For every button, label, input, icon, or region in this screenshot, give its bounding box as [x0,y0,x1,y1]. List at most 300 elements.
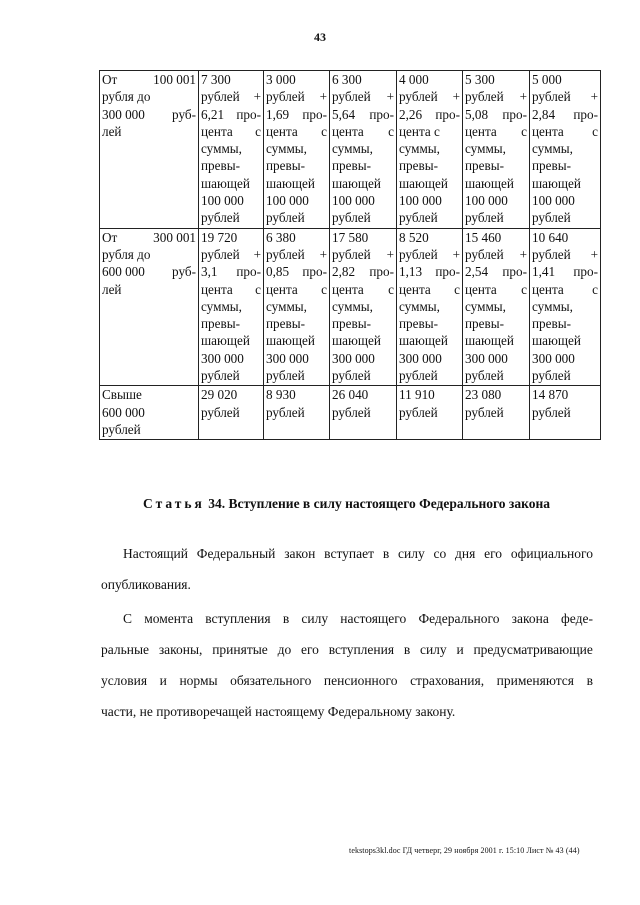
cell-text: 300 000 [201,350,244,366]
cell-line [332,404,394,421]
cell-text: + [519,246,527,262]
cell-line [465,209,527,226]
cell-text: суммы, [201,141,242,157]
cell-text: рублей [465,368,504,384]
cell-text: с [521,281,527,297]
cell-line [201,192,261,209]
word: его [484,546,503,561]
cell-text: рублей [399,404,438,420]
cell-text: 6 300 [332,72,362,87]
cell-text: цента [332,123,364,139]
cell-line [102,123,196,140]
cell-line [201,281,261,298]
cell-line [532,404,598,421]
table-row [100,71,601,229]
paragraph-applicable-laws [101,603,593,727]
contribution-rates-table [99,70,601,440]
paragraph-line: части, не противоречащей настоящему Федеральному закону. [101,704,456,719]
cell-line [266,298,327,315]
cell-text: суммы, [465,141,506,157]
word: вступления [205,611,271,626]
cell-text: + [590,246,598,262]
cell-line [201,263,261,280]
cell-line [399,192,460,209]
cell-line [266,404,327,421]
word: и [456,642,464,657]
cell-text: Свыше [102,387,142,403]
cell-line [102,71,196,88]
cell-text: рублей [201,210,240,226]
cell-line [201,367,261,384]
word: со [433,546,447,561]
word: феде- [561,611,593,626]
cell-text: цента [532,281,564,297]
cell-line [399,298,460,315]
cell-text: + [386,89,394,105]
cell-line [532,332,598,349]
table-row [100,228,601,386]
cell-text: рублей [465,246,504,262]
page-number: 43 [314,30,326,44]
cell-text: превы- [532,316,571,332]
cell-line [332,123,394,140]
cell-text: шающей [332,333,381,349]
cell-text: 23 080 [465,387,502,403]
word: закон [284,546,316,561]
cell-text: 26 040 [332,387,369,403]
cell-text: + [253,89,261,105]
cell-line [399,106,460,123]
cell-text: рублей [532,89,571,105]
rates-table-body [100,71,601,440]
cell-text: 100 000 [399,193,442,209]
cell-text: про- [369,106,394,122]
cell-text: рублей [332,210,371,226]
cell-text: рублей [201,246,240,262]
cell-line [399,386,460,403]
cell-text: суммы, [266,141,307,157]
cell-text: про- [435,264,460,280]
cell-text: 600 000 [102,404,145,420]
cell-text: 300 000 [102,106,145,122]
cell-text: рублей [465,404,504,420]
cell-line [266,123,327,140]
cell-line [266,332,327,349]
cell-text: про- [302,106,327,122]
cell-line [465,71,527,88]
rate-cell [463,228,530,386]
cell-text: рубля до [102,246,151,262]
cell-line [399,88,460,105]
cell-text: превы- [399,316,438,332]
cell-text: рублей [399,368,438,384]
word: страхования, [410,673,485,688]
rate-cell [199,228,264,386]
cell-text: превы- [332,316,371,332]
cell-text: 17 580 [332,229,369,245]
cell-line [201,246,261,263]
cell-line [532,157,598,174]
cell-line [465,298,527,315]
cell-text: про- [573,264,598,280]
word: в [586,673,593,688]
cell-text: шающей [465,333,514,349]
cell-line [266,157,327,174]
cell-text: 6 380 [266,229,296,245]
word: в [382,546,390,561]
word: в [403,642,411,657]
cell-text: шающей [266,175,315,191]
paragraph-line [101,538,593,569]
cell-text: + [452,246,460,262]
cell-line [266,106,327,123]
cell-text: рублей [532,404,571,420]
word: и [159,673,167,688]
cell-text: про- [502,264,527,280]
word: законы, [158,642,203,657]
cell-line [201,106,261,123]
cell-line [201,298,261,315]
cell-text: рублей [332,404,371,420]
cell-line [399,315,460,332]
cell-line [332,88,394,105]
word: Федеральный [196,546,276,561]
cell-text: суммы, [532,141,573,157]
cell-text: 19 720 [201,229,238,245]
cell-line [532,175,598,192]
cell-text: 2,26 [399,106,423,122]
cell-text: 8 930 [266,387,296,403]
cell-text: 100 000 [532,193,575,209]
word: силу [419,642,447,657]
rate-cell [264,228,330,386]
cell-text: суммы, [332,141,373,157]
cell-line [201,88,261,105]
cell-text: 1,41 [532,264,556,280]
cell-line [399,350,460,367]
cell-text: 300 000 [266,350,309,366]
cell-text: про- [573,106,598,122]
cell-line [332,157,394,174]
word: Федерального [418,611,500,626]
cell-line [266,246,327,263]
cell-line [332,350,394,367]
income-range-cell [100,386,199,440]
cell-text: суммы, [465,298,506,314]
cell-text: рублей [399,210,438,226]
cell-text: с [255,281,261,297]
word: С [123,611,133,626]
cell-line [201,140,261,157]
cell-text: 10 640 [532,229,569,245]
article-number: 34. [208,496,226,511]
cell-text: 2,82 [332,264,356,280]
cell-text: 11 910 [399,387,435,403]
cell-text: 100 000 [332,193,375,209]
cell-line [201,404,261,421]
cell-line [266,192,327,209]
rate-cell [530,228,601,386]
article-word: Статья [143,496,205,511]
cell-text: цента [465,281,497,297]
cell-text: цента [201,281,233,297]
cell-line [266,175,327,192]
cell-text: шающей [399,175,448,191]
cell-text: 300 000 [399,350,442,366]
cell-line [465,157,527,174]
cell-text: + [253,246,261,262]
cell-text: шающей [332,175,381,191]
cell-text: цента [266,123,298,139]
cell-line [465,246,527,263]
rate-cell [330,228,397,386]
cell-line [399,209,460,226]
cell-text: 15 460 [465,229,502,245]
cell-line [201,332,261,349]
cell-text: рублей [532,210,571,226]
cell-line [399,404,460,421]
rate-cell [330,386,397,440]
cell-text: 5 300 [465,72,495,87]
cell-line [532,263,598,280]
paragraph-line [101,634,593,665]
cell-text: рублей [332,246,371,262]
cell-line [399,229,460,246]
cell-text: 3,1 [201,264,218,280]
rate-cell [530,71,601,229]
cell-line [399,71,460,88]
cell-line [266,281,327,298]
cell-line [399,281,460,298]
cell-text: 29 020 [201,387,238,403]
word: вступает [324,546,375,561]
cell-text: 7 300 [201,72,231,87]
income-range-cell [100,71,199,229]
cell-text: суммы, [399,141,440,157]
document-footer: tekstops3kl.doc ГД четверг, 29 ноября 2001 г. 15:10 Лист № 43 (44) [349,846,580,855]
cell-text: рублей [532,368,571,384]
cell-text: 100 000 [465,193,508,209]
rate-cell [330,71,397,229]
cell-text: про- [435,106,460,122]
cell-line [465,281,527,298]
cell-text: суммы, [266,298,307,314]
article-heading [143,496,550,512]
cell-line [399,123,460,140]
cell-text: с [255,123,261,139]
cell-line [465,386,527,403]
cell-text: лей [102,281,122,297]
cell-line [532,123,598,140]
cell-text: превы- [201,158,240,174]
cell-line [465,332,527,349]
cell-text: шающей [201,175,250,191]
cell-text: шающей [399,333,448,349]
cell-line [332,332,394,349]
cell-text: 5 000 [532,72,562,87]
cell-text: цента [332,281,364,297]
cell-text: про- [302,264,327,280]
rate-cell [463,71,530,229]
cell-text: превы- [465,316,504,332]
cell-text: суммы, [201,298,242,314]
cell-text: 1,13 [399,264,423,280]
cell-text: + [590,89,598,105]
cell-line [332,281,394,298]
cell-line [465,315,527,332]
cell-text: рублей [266,246,305,262]
cell-text: рублей [465,89,504,105]
cell-line [465,123,527,140]
cell-text: с [592,123,598,139]
cell-line [201,229,261,246]
rate-cell [463,386,530,440]
cell-text: превы- [399,158,438,174]
word: дня [455,546,476,561]
word: момента [144,611,194,626]
cell-line [332,140,394,157]
cell-line [465,350,527,367]
cell-text: рубля до [102,89,151,105]
paragraph-line [101,665,593,696]
cell-text: рублей [201,89,240,105]
cell-line [102,404,196,421]
cell-text: руб- [172,106,196,122]
cell-text: 2,84 [532,106,556,122]
cell-line [102,386,196,403]
cell-text: цента [465,123,497,139]
cell-text: шающей [532,333,581,349]
cell-text: 5,08 [465,106,489,122]
cell-line [399,246,460,263]
rate-cell [199,71,264,229]
cell-text: рублей [332,368,371,384]
word: нормы [179,673,218,688]
word: вступления [328,642,395,657]
cell-line [465,192,527,209]
cell-line [399,263,460,280]
cell-text: цента [201,123,233,139]
cell-line [266,209,327,226]
cell-text: про- [502,106,527,122]
cell-line [266,367,327,384]
cell-line [399,157,460,174]
cell-line [532,192,598,209]
cell-line [399,367,460,384]
cell-line [201,175,261,192]
word: Настоящий [123,546,189,561]
cell-text: рублей [102,421,141,437]
cell-line [532,140,598,157]
cell-line [332,246,394,263]
cell-line [201,157,261,174]
cell-text: превы- [266,316,305,332]
cell-text: рублей [399,246,438,262]
cell-line [532,246,598,263]
cell-text: рублей [266,368,305,384]
cell-text: От [102,229,118,245]
rate-cell [264,71,330,229]
word: до [277,642,292,657]
cell-text: + [386,246,394,262]
cell-text: 4 000 [399,72,429,87]
cell-line [201,386,261,403]
cell-line [465,106,527,123]
cell-text: превы- [201,316,240,332]
cell-line [532,315,598,332]
cell-text: От [102,72,118,87]
cell-text: цента [399,281,431,297]
cell-line [266,263,327,280]
cell-line [532,367,598,384]
cell-line [201,123,261,140]
cell-text: рублей [399,89,438,105]
cell-line [201,71,261,88]
cell-line [465,229,527,246]
cell-text: цента с [399,123,440,139]
cell-text: про- [236,264,261,280]
word: его [300,642,319,657]
cell-line [266,315,327,332]
cell-line [465,404,527,421]
word: применяются [496,673,574,688]
rate-cell [397,386,463,440]
cell-line [532,106,598,123]
cell-line [332,386,394,403]
cell-text: суммы, [399,298,440,314]
word: пенсионного [323,673,398,688]
word: предусматривающие [473,642,593,657]
cell-text: лей [102,123,122,139]
word: принятые [212,642,268,657]
cell-text: 600 000 [102,264,145,280]
cell-text: рублей [201,368,240,384]
cell-line [102,88,196,105]
cell-line [332,263,394,280]
rate-cell [264,386,330,440]
cell-text: 0,85 [266,264,290,280]
cell-line [266,350,327,367]
cell-text: с [454,281,460,297]
cell-line [201,209,261,226]
cell-text: шающей [465,175,514,191]
cell-text: 5,64 [332,106,356,122]
cell-text: цента [532,123,564,139]
paragraph-entry-into-force [101,538,593,600]
cell-text: про- [369,264,394,280]
cell-line [465,175,527,192]
cell-line [266,140,327,157]
cell-text: руб- [172,264,196,280]
cell-line [465,263,527,280]
paragraph-line [101,603,593,634]
cell-text: + [452,89,460,105]
cell-line [465,367,527,384]
cell-line [332,71,394,88]
word: силу [397,546,425,561]
cell-line [332,175,394,192]
word: в [282,611,290,626]
cell-line [332,106,394,123]
cell-text: с [388,281,394,297]
cell-line [532,209,598,226]
cell-text: + [519,89,527,105]
cell-text: рублей [465,210,504,226]
cell-text: с [521,123,527,139]
cell-line [332,298,394,315]
cell-line [532,88,598,105]
income-range-cell [100,228,199,386]
